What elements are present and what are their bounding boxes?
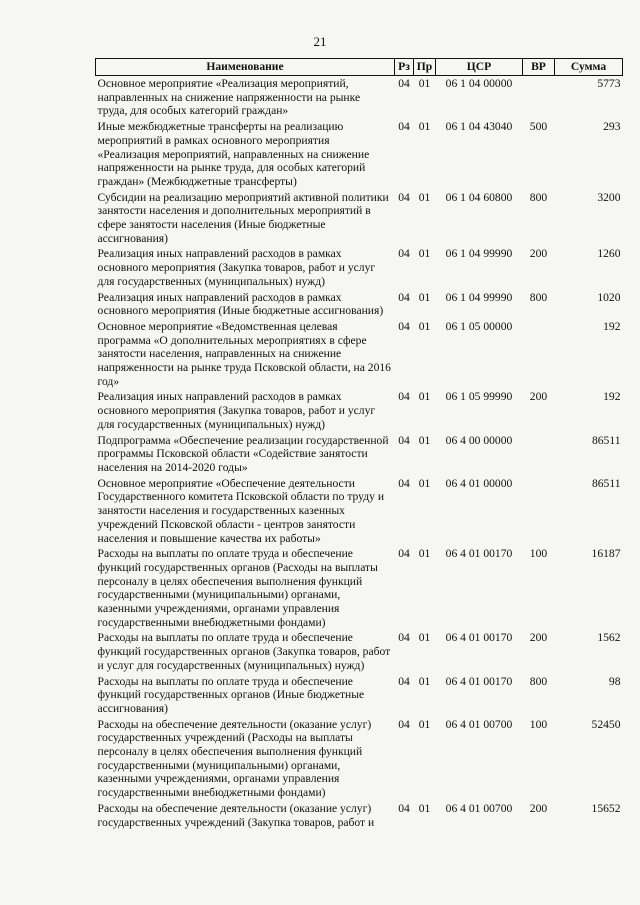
row-rz: 04 xyxy=(398,390,410,404)
row-vr: 200 xyxy=(529,801,548,815)
row-rz: 04 xyxy=(398,674,410,688)
budget-table xyxy=(95,58,623,831)
row-csr: 06 1 05 00000 xyxy=(445,319,513,333)
column-header-rz: Рз xyxy=(395,59,414,76)
row-sum: 86511 xyxy=(591,476,621,490)
row-vr: 800 xyxy=(529,674,548,688)
column-header-vr: ВР xyxy=(523,59,555,76)
row-csr: 06 1 04 43040 xyxy=(445,120,513,134)
row-pr: 01 xyxy=(418,674,431,688)
row-vr: 800 xyxy=(529,290,548,304)
row-sum: 5773 xyxy=(597,77,621,90)
row-rz: 04 xyxy=(398,319,410,333)
row-name: Реализация иных направлений расходов в рамках основного мероприятия (Иные бюджетные ассигнования) xyxy=(97,290,384,318)
table-row xyxy=(96,547,623,631)
row-rz: 04 xyxy=(398,801,410,815)
row-rz: 04 xyxy=(398,120,410,134)
row-sum: 1562 xyxy=(597,631,621,645)
row-pr: 01 xyxy=(418,319,431,333)
row-pr: 01 xyxy=(418,290,431,304)
row-pr: 01 xyxy=(418,190,431,204)
row-name: Подпрограмма «Обеспечение реализации государственной программы Псковской области «Содействие занятости населения на 2014-2020 годы» xyxy=(97,433,389,474)
row-pr: 01 xyxy=(418,547,431,561)
row-rz: 04 xyxy=(398,247,410,261)
row-vr: 200 xyxy=(529,247,548,261)
row-name: Расходы на выплаты по оплате труда и обеспечение функций государственных органов (Расходы на выплаты персоналу в целях обеспечения выполнения функций государственными (муниципальными) органами, казенными учреждениями, органами управления государственными внебюджетными фондами) xyxy=(97,547,378,629)
row-sum: 293 xyxy=(603,120,621,134)
row-pr: 01 xyxy=(418,77,431,90)
table-row xyxy=(96,120,623,191)
table-row xyxy=(96,675,623,718)
column-header-pr: Пр xyxy=(414,59,436,76)
row-pr: 01 xyxy=(418,247,431,261)
row-pr: 01 xyxy=(418,476,431,490)
row-sum: 98 xyxy=(608,674,621,688)
table-row xyxy=(96,631,623,674)
column-header-csr: ЦСР xyxy=(436,59,523,76)
row-name: Основное мероприятие «Обеспечение деятельности Государственного комитета Псковской области по труду и занятости населения и государственных казенных учреждений Псковской области - центров занятости населения и повышение качества их работы» xyxy=(97,476,385,545)
row-rz: 04 xyxy=(398,433,410,447)
row-pr: 01 xyxy=(418,801,431,815)
row-sum: 1260 xyxy=(597,247,621,261)
table-row xyxy=(96,291,623,320)
table-row xyxy=(96,320,623,391)
row-csr: 06 1 04 99990 xyxy=(445,247,513,261)
table-header-row xyxy=(96,59,623,76)
table-row xyxy=(96,477,623,548)
row-vr xyxy=(523,320,555,391)
row-csr: 06 1 04 99990 xyxy=(445,290,513,304)
row-vr: 100 xyxy=(529,717,548,731)
table-row xyxy=(96,718,623,802)
row-vr: 500 xyxy=(529,120,548,134)
row-sum: 16187 xyxy=(591,547,621,561)
row-csr: 06 4 01 00700 xyxy=(445,801,513,815)
row-rz: 04 xyxy=(398,190,410,204)
row-sum: 15652 xyxy=(591,801,621,815)
row-rz: 04 xyxy=(398,290,410,304)
row-pr: 01 xyxy=(418,120,431,134)
row-name: Расходы на обеспечение деятельности (оказание услуг) государственных учреждений (Закупка товаров, работ и xyxy=(97,801,375,829)
page-number: 21 xyxy=(313,34,327,49)
row-sum: 192 xyxy=(603,390,621,404)
row-pr: 01 xyxy=(418,717,431,731)
row-vr xyxy=(523,434,555,477)
row-rz: 04 xyxy=(398,547,410,561)
row-csr: 06 1 05 99990 xyxy=(445,390,513,404)
table-row xyxy=(96,247,623,290)
row-sum: 3200 xyxy=(597,190,621,204)
table-row xyxy=(96,434,623,477)
row-csr: 06 4 01 00170 xyxy=(445,674,513,688)
row-csr: 06 4 00 00000 xyxy=(445,433,513,447)
row-vr xyxy=(523,477,555,548)
row-sum: 192 xyxy=(603,319,621,333)
row-name: Основное мероприятие «Реализация мероприятий, направленных на снижение напряженности на рынке труда, для особых категорий граждан» xyxy=(97,77,361,118)
row-csr: 06 1 04 60800 xyxy=(445,190,513,204)
row-rz: 04 xyxy=(398,631,410,645)
column-header-sum: Сумма xyxy=(555,59,623,76)
row-name: Расходы на обеспечение деятельности (оказание услуг) государственных учреждений (Расходы на выплаты персоналу в целях обеспечения выполнения функций государственными (муниципальными) органами, казенными учреждениями, органами управления государственными внебюджетными фондами) xyxy=(97,717,372,800)
table-row xyxy=(96,191,623,248)
table-row xyxy=(96,390,623,433)
row-sum: 52450 xyxy=(591,717,621,731)
row-csr: 06 4 01 00170 xyxy=(445,631,513,645)
row-rz: 04 xyxy=(398,717,410,731)
row-vr xyxy=(523,76,555,121)
row-name: Реализация иных направлений расходов в рамках основного мероприятия (Закупка товаров, работ и услуг для государственных (муниципальных) нужд) xyxy=(97,247,376,288)
row-name: Расходы на выплаты по оплате труда и обеспечение функций государственных органов (Иные бюджетные ассигнования) xyxy=(97,674,365,715)
row-sum: 1020 xyxy=(597,290,621,304)
row-csr: 06 4 01 00000 xyxy=(445,476,513,490)
row-csr: 06 4 01 00170 xyxy=(445,547,513,561)
column-header-name: Наименование xyxy=(96,59,395,76)
row-csr: 06 4 01 00700 xyxy=(445,717,513,731)
row-name: Расходы на выплаты по оплате труда и обеспечение функций государственных органов (Закупка товаров, работ и услуг для государственных (муниципальных) нужд) xyxy=(97,631,391,672)
row-pr: 01 xyxy=(418,631,431,645)
row-csr: 06 1 04 00000 xyxy=(445,77,513,90)
row-vr: 200 xyxy=(529,631,548,645)
row-pr: 01 xyxy=(418,390,431,404)
table-row xyxy=(96,76,623,121)
row-vr: 100 xyxy=(529,547,548,561)
table-row xyxy=(96,802,623,831)
row-rz: 04 xyxy=(398,77,410,90)
row-name: Иные межбюджетные трансферты на реализацию мероприятий в рамках основного мероприятия «Реализация мероприятий, направленных на снижение напряженности на рынке труда, для особых категорий граждан» (Межбюджетные трансферты) xyxy=(97,120,370,188)
row-name: Основное мероприятие «Ведомственная целевая программа «О дополнительных мероприятиях в сфере занятости населения, направленных на снижение напряженности на рынке труда Псковской области, на 2016 год» xyxy=(97,319,391,388)
row-sum: 86511 xyxy=(591,433,621,447)
row-vr: 800 xyxy=(529,190,548,204)
row-rz: 04 xyxy=(398,476,410,490)
row-name: Реализация иных направлений расходов в рамках основного мероприятия (Закупка товаров, работ и услуг для государственных (муниципальных) нужд) xyxy=(97,390,376,431)
row-vr: 200 xyxy=(529,390,548,404)
row-pr: 01 xyxy=(418,433,431,447)
row-name: Субсидии на реализацию мероприятий активной политики занятости населения и дополнительных мероприятий в сфере занятости населения (Иные бюджетные ассигнования) xyxy=(97,190,389,245)
